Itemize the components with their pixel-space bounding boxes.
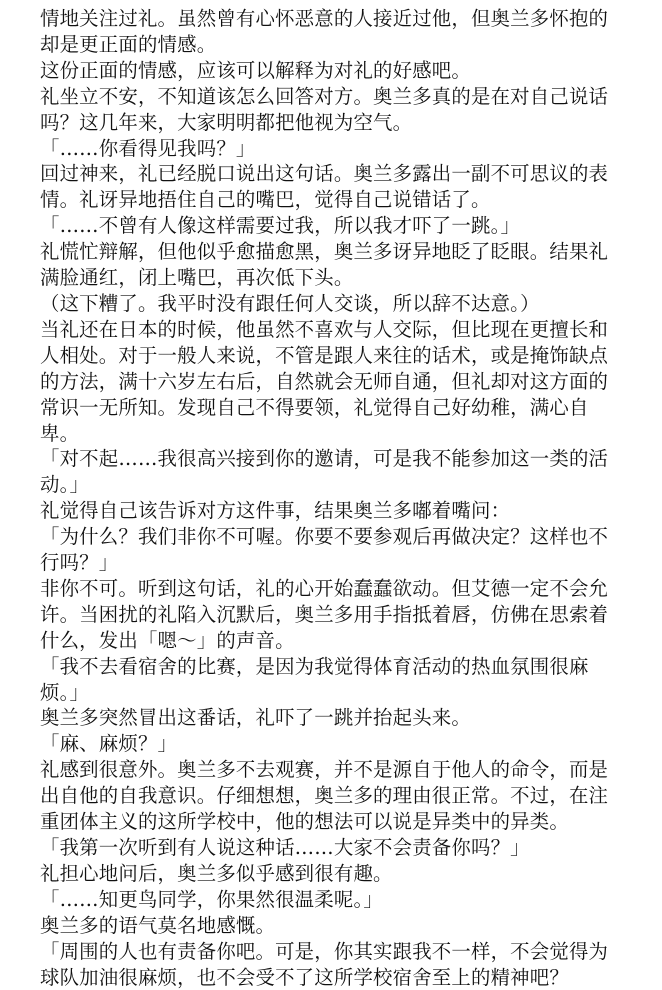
paragraph-1: 情地关注过礼。虽然曾有心怀恶意的人接近过他，但奥兰多怀抱的却是更正面的情感。 [40,7,609,56]
paragraph-12: 「为什么？我们非你不可喔。你要不要参观后再做决定？这样也不行吗？」 [40,525,609,575]
paragraph-3: 礼坐立不安，不知道该怎么回答对方。奥兰多真的是在对自己说话吗？这几年来，大家明明都把他视为空气。 [40,84,609,134]
paragraph-22: 「周围的人也有责备你吧。可是，你其实跟我不一样，不会觉得为球队加油很麻烦，也不会受不了这所学校宿舍至上的精神吧？ [40,939,609,989]
paragraph-2: 这份正面的情感，应该可以解释为对礼的好感吧。 [40,58,471,82]
paragraph-5: 回过神来，礼已经脱口说出这句话。奥兰多露出一副不可思议的表情。礼讶异地捂住自己的嘴巴，觉得自己说错话了。 [40,162,609,212]
paragraph-19: 礼担心地问后，奥兰多似乎感到很有趣。 [40,861,393,885]
paragraph-15: 奥兰多突然冒出这番话，礼吓了一跳并抬起头来。 [40,706,471,730]
paragraph-7: 礼慌忙辩解，但他似乎愈描愈黑，奥兰多讶异地眨了眨眼。结果礼满脸通红，闭上嘴巴，再次低下头。 [40,240,609,290]
paragraph-9: 当礼还在日本的时候，他虽然不喜欢与人交际，但比现在更擅长和人相处。对于一般人来说，不管是跟人来往的话术，或是掩饰缺点的方法，满十六岁左右后，自然就会无师自通，但礼却对这方面的常识一无所知。发现自己不得要领，礼觉得自己好幼稚，满心自卑。 [40,317,609,445]
paragraph-13: 非你不可。听到这句话，礼的心开始蠢蠢欲动。但艾德一定不会允许。当困扰的礼陷入沉默后，奥兰多用手指抵着唇，仿佛在思索着什么，发出「嗯～」的声音。 [40,576,609,652]
paragraph-20: 「……知更鸟同学，你果然很温柔呢。」 [40,887,383,911]
paragraph-18: 「我第一次听到有人说这种话……大家不会责备你吗？」 [40,836,530,859]
paragraph-16: 「麻、麻烦？」 [40,732,178,756]
paragraph-21: 奥兰多的语气莫名地感慨。 [40,913,276,937]
paragraph-14: 「我不去看宿舍的比赛，是因为我觉得体育活动的热血氛围很麻烦。」 [40,654,589,704]
paragraph-17: 礼感到很意外。奥兰多不去观赛，并不是源自于他人的命令，而是出自他的自我意识。仔细想想，奥兰多的理由很正常。不过，在注重团体主义的这所学校中，他的想法可以说是异类中的异类。 [40,758,609,834]
paragraph-8: （这下糟了。我平时没有跟任何人交谈，所以辞不达意。） [40,291,540,315]
paragraph-4: 「……你看得见我吗？」 [40,136,256,160]
paragraph-10: 「对不起……我很高兴接到你的邀请，可是我不能参加这一类的活动。」 [40,447,609,497]
paragraph-11: 礼觉得自己该告诉对方这件事，结果奥兰多嘟着嘴问： [40,499,511,523]
paragraph-6: 「……不曾有人像这样需要过我，所以我才吓了一跳。」 [40,214,521,238]
